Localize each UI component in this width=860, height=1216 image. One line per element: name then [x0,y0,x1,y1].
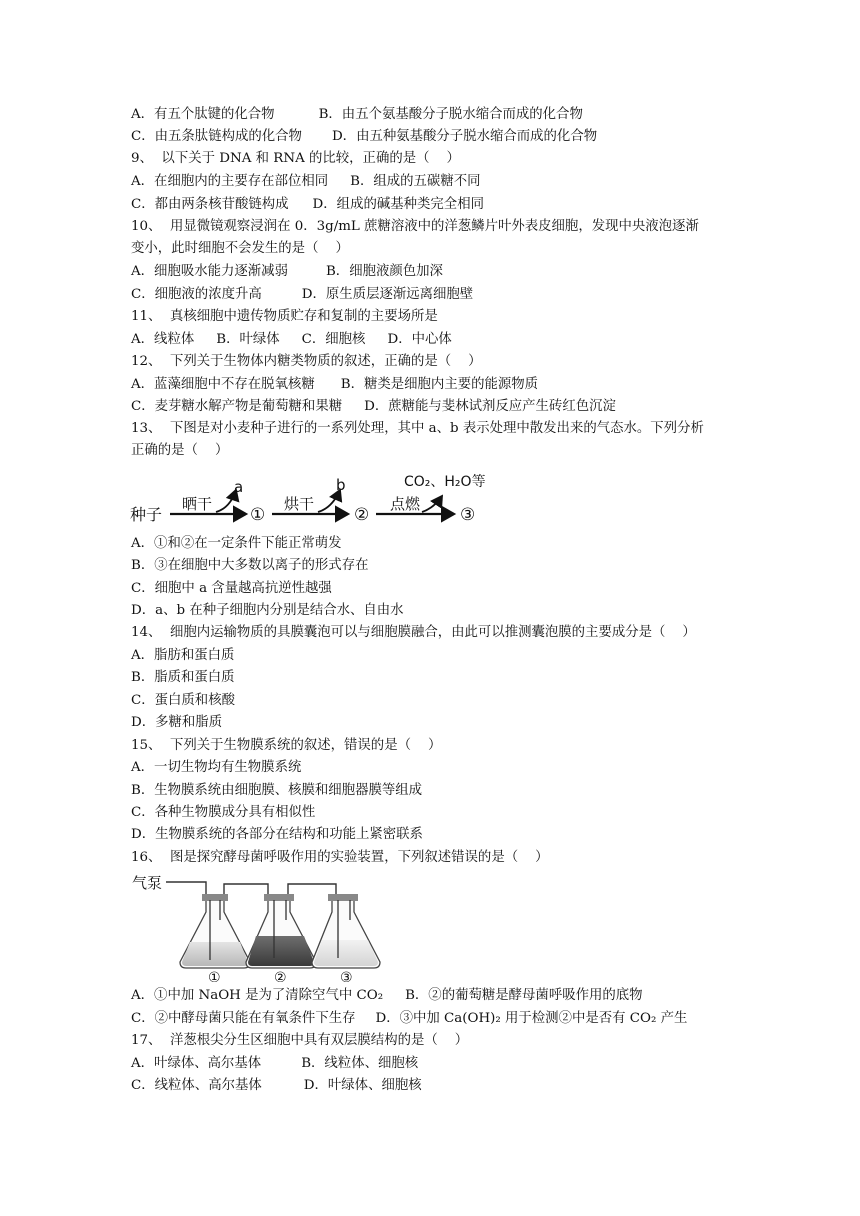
q16-stem: 16、 图是探究酵母菌呼吸作用的实验装置，下列叙述错误的是（ ） [131,850,549,865]
q16-row2 [131,1010,687,1028]
q14-option-b: B．脂质和蛋白质 [131,670,235,685]
q10-row1 [131,263,443,281]
q8-row2 [131,128,597,146]
tube-flask1-to-flask2 [224,884,268,898]
q16-yeast-apparatus-diagram [128,870,390,982]
q17-option-d: D．叶绿体、细胞核 [303,1078,422,1093]
q9-row1 [131,173,481,191]
q11-option-d: D．中心体 [387,332,452,347]
q8-option-b: B．由五个氨基酸分子脱水缩合而成的化合物 [318,107,583,122]
q17-option-b: B．线粒体、细胞核 [301,1056,419,1071]
q8-row1 [131,106,583,124]
q9-option-b: B．组成的五碳糖不同 [350,174,481,189]
seed-label: 种子 [130,505,163,524]
q11-option-c: C．细胞核 [301,332,366,347]
q8-option-c: C．由五条肽链构成的化合物 [131,129,302,144]
q13-process-diagram [128,468,500,530]
q12-row1 [131,376,538,394]
q13-option-c: C．细胞中 a 含量越高抗逆性越强 [131,581,332,596]
q16-option-b: B．②的葡萄糖是酵母菌呼吸作用的底物 [405,988,643,1003]
q11-option-b: B．叶绿体 [216,332,280,347]
q11-row [131,331,452,349]
q12-option-b: B．糖类是细胞内主要的能源物质 [340,377,539,392]
q10-stem-line2: 变小，此时细胞不会发生的是（ ） [131,241,349,256]
q10-row2 [131,286,473,304]
q12-option-c: C．麦芽糖水解产物是葡萄糖和果糖 [131,399,343,414]
q9-option-c: C．都由两条核苷酸链构成 [131,197,289,212]
flask-2-label: ② [274,970,287,982]
q12-option-d: D．蔗糖能与斐林试剂反应产生砖红色沉淀 [364,399,616,414]
q14-option-a: A．脂肪和蛋白质 [131,648,235,663]
q13-option-d: D．a、b 在种子细胞内分别是结合水、自由水 [131,603,404,618]
tube-pump-to-flask1 [166,882,206,898]
output-b-label: b [336,476,346,494]
q16-row1 [131,987,643,1005]
q16-option-d: D．③中加 Ca(OH)₂ 用于检测②中是否有 CO₂ 产生 [375,1011,688,1026]
flask-3 [312,894,380,968]
q13-stem-line2: 正确的是（ ） [131,443,229,458]
q9-row2 [131,196,484,214]
q17-row1 [131,1055,418,1073]
q10-option-c: C．细胞液的浓度升高 [131,287,262,302]
q9-option-a: A．在细胞内的主要存在部位相同 [131,174,329,189]
q12-option-a: A．蓝藻细胞中不存在脱氧核糖 [131,377,315,392]
products-label: CO₂、H₂O等 [404,474,486,490]
q8-option-a: A．有五个肽键的化合物 [131,107,275,122]
q15-option-d: D．生物膜系统的各部分在结构和功能上紧密联系 [131,827,423,842]
q13-stem-line1: 13、 下图是对小麦种子进行的一系列处理，其中 a、b 表示处理中散发出来的气态水。下列分析 [131,421,704,436]
q8-option-d: D．由五种氨基酸分子脱水缩合而成的化合物 [331,129,598,144]
q9-option-d: D．组成的碱基种类完全相同 [312,197,484,212]
q14-option-c: C．蛋白质和核酸 [131,693,235,708]
q17-option-a: A．叶绿体、高尔基体 [131,1056,262,1071]
stage-2-label: ② [354,505,370,525]
step1-label: 晒干 [182,495,213,513]
air-pump-label: 气泵 [132,874,163,892]
q17-option-c: C．线粒体、高尔基体 [131,1078,262,1093]
q10-option-d: D．原生质层逐渐远离细胞壁 [301,287,474,302]
flask-1-label: ① [208,970,221,982]
stage-3-label: ③ [460,505,476,525]
step2-label: 烘干 [284,495,315,513]
q10-option-b: B．细胞液颜色加深 [325,264,443,279]
branch-arrow-a [216,490,236,512]
q16-option-c: C．②中酵母菌只能在有氧条件下生存 [131,1011,356,1026]
q16-option-a: A．①中加 NaOH 是为了清除空气中 CO₂ [131,988,384,1003]
q12-stem: 12、 下列关于生物体内糖类物质的叙述，正确的是（ ） [131,354,482,369]
q17-stem: 17、 洋葱根尖分生区细胞中具有双层膜结构的是（ ） [131,1033,469,1048]
q12-row2 [131,398,616,416]
q15-option-a: A．一切生物均有生物膜系统 [131,760,302,775]
q10-stem-line1: 10、 用显微镜观察浸润在 0．3g/mL 蔗糖溶液中的洋葱鳞片叶外表皮细胞，发现中央液泡逐渐 [131,219,699,234]
flask-3-label: ③ [340,970,353,982]
output-a-label: a [234,478,244,496]
q9-stem: 9、 以下关于 DNA 和 RNA 的比较，正确的是（ ） [131,151,460,166]
q15-option-c: C．各种生物膜成分具有相似性 [131,805,316,820]
step3-label: 点燃 [390,495,421,513]
branch-arrow-products [422,496,442,512]
q10-option-a: A．细胞吸水能力逐渐减弱 [131,264,288,279]
q14-stem: 14、 细胞内运输物质的具膜囊泡可以与细胞膜融合，由此可以推测囊泡膜的主要成分是（ ） [131,625,696,640]
q17-row2 [131,1077,422,1095]
flask-2 [246,894,316,968]
q13-option-b: B．③在细胞中大多数以离子的形式存在 [131,558,369,573]
q11-option-a: A．线粒体 [131,332,195,347]
q14-option-d: D．多糖和脂质 [131,715,223,730]
stage-1-label: ① [250,505,266,525]
flask-1 [180,894,250,968]
q11-stem: 11、 真核细胞中遗传物质贮存和复制的主要场所是 [131,309,438,324]
q15-option-b: B．生物膜系统由细胞膜、核膜和细胞器膜等组成 [131,783,423,798]
q13-option-a: A．①和②在一定条件下能正常萌发 [131,536,342,551]
q15-stem: 15、 下列关于生物膜系统的叙述，错误的是（ ） [131,738,442,753]
